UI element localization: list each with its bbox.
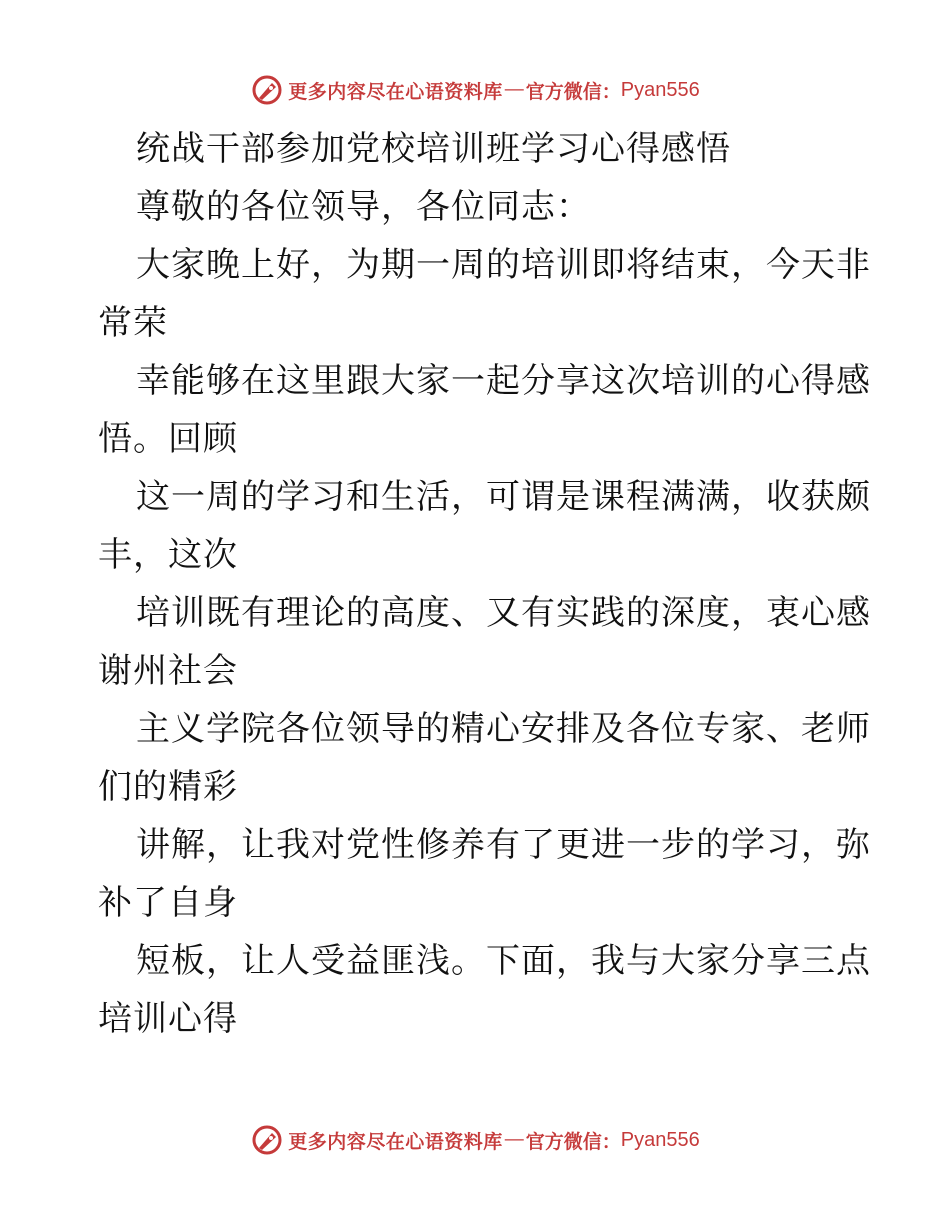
paragraph-line-continuation: 培训心得 [98, 999, 238, 1039]
salutation-line: 尊敬的各位领导，各位同志： [136, 187, 591, 227]
header-banner-label: 官方微信： [525, 80, 621, 103]
paragraph-line-continuation: 悟。回顾 [98, 419, 238, 459]
header-banner [0, 70, 950, 110]
paragraph-line: 培训既有理论的高度、又有实践的深度，衷心感 [136, 593, 871, 633]
header-banner-wechat-id: Pyan556 [620, 78, 700, 101]
paragraph-line-continuation: 补了自身 [98, 883, 238, 923]
pen-nib-logo-icon [250, 1123, 284, 1157]
footer-banner [0, 1120, 950, 1160]
header-banner-separator: — [504, 79, 524, 100]
document-title: 统战干部参加党校培训班学习心得感悟 [136, 129, 731, 169]
paragraph-line: 幸能够在这里跟大家一起分享这次培训的心得感 [136, 361, 871, 401]
paragraph-line: 讲解，让我对党性修养有了更进一步的学习，弥 [136, 825, 871, 865]
footer-banner-wechat-id: Pyan556 [620, 1128, 700, 1151]
paragraph-line: 这一周的学习和生活，可谓是课程满满，收获颇 [136, 477, 871, 517]
paragraph-line: 主义学院各位领导的精心安排及各位专家、老师 [136, 709, 871, 749]
paragraph-line-continuation: 们的精彩 [98, 767, 238, 807]
paragraph-line-continuation: 谢州社会 [98, 651, 238, 691]
paragraph-line-continuation: 丰，这次 [98, 535, 238, 575]
footer-banner-label: 官方微信： [525, 1130, 621, 1153]
paragraph-line: 大家晚上好，为期一周的培训即将结束，今天非 [136, 245, 871, 285]
document-body [98, 120, 871, 1048]
footer-banner-separator: — [504, 1129, 524, 1150]
header-banner-text: 更多内容尽在心语资料库 [288, 80, 503, 103]
pen-nib-logo-icon [250, 73, 284, 107]
footer-banner-text: 更多内容尽在心语资料库 [288, 1130, 503, 1153]
paragraph-line-continuation: 常荣 [98, 303, 168, 343]
paragraph-line: 短板，让人受益匪浅。下面，我与大家分享三点 [136, 941, 871, 981]
